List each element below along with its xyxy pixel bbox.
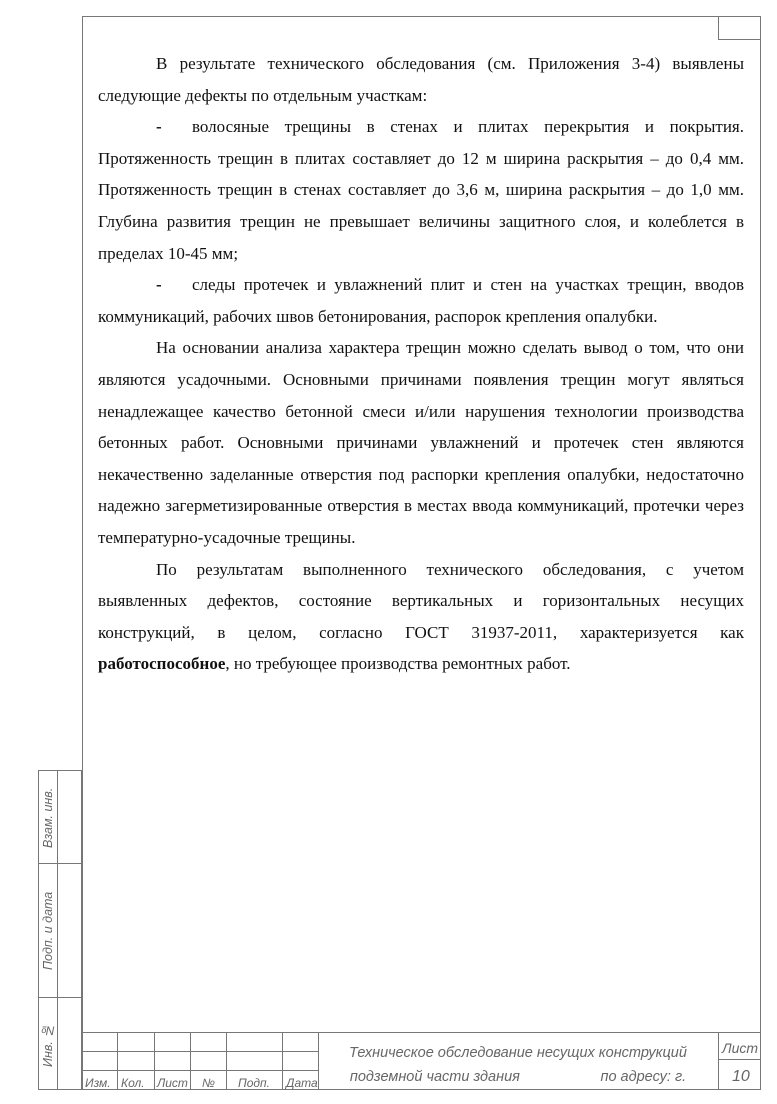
side-label-vzam-inv: Взам. инв. [41,787,55,849]
col-podp: Подп. [238,1076,270,1090]
bullet-dash: - [156,275,162,295]
title-block [82,1032,761,1090]
side-label-podp-data: Подп. и дата [41,891,55,971]
side-row-divider [39,997,81,998]
col-num: № [202,1076,215,1090]
side-divider [57,771,58,1089]
col-kol: Кол. [121,1076,145,1090]
sheet-label: Лист [722,1040,759,1056]
col-izm: Изм. [85,1076,111,1090]
stamp-row-divider [82,1070,318,1071]
conclusion-start: По результатам выполненного технического обследования, с учетом выявленных дефектов, состояние вертикальных и горизонтальных несущих конструкций, в целом, согласно ГОСТ 31937-2011, характеризуется как [98,559,744,642]
side-label-inv-no: Инв. № [41,1023,55,1067]
stamp-col-divider [282,1033,283,1090]
stamp-col-divider [718,1033,719,1090]
paragraph-intro: В результате технического обследования (см. Приложения 3-4) выявлены следующие дефекты по отдельным участкам: [98,54,744,105]
stamp-col-divider [226,1033,227,1090]
corner-box [718,16,761,40]
paragraph-analysis: На основании анализа характера трещин можно сделать вывод о том, что они являются усадочными. Основными причинами появления трещин могут являться ненадлежащее качество бетонной смеси и/или нарушения технологии производства бетонных работ. Основными причинами увлажнений и протечек стен являются некачественно заделанные отверстия под распорки крепления опалубки, недостаточно надежно загерметизированные отверстия в местах ввода коммуникаций, протечки через температурно-усадочные трещины. [98,338,744,547]
bullet-cracks [98,111,744,269]
bullet-leaks-text: следы протечек и увлажнений плит и стен на участках трещин, вводов коммуникаций, рабочих швов бетонирования, распорок крепления опалубки. [98,275,744,326]
title-line-1: Техническое обследование несущих конструкций [349,1045,687,1061]
title-line-2: подземной части здания по адресу: г. [349,1069,687,1085]
stamp-col-divider [117,1033,118,1090]
sheet-number: 10 [732,1068,750,1085]
bullet-leaks [98,269,744,332]
side-row-divider [39,863,81,864]
stamp-col-divider [154,1033,155,1090]
document-body [98,48,744,680]
stamp-col-divider [190,1033,191,1090]
paragraph-conclusion [98,554,744,680]
stamp-col-divider [318,1033,319,1090]
bullet-dash: - [156,117,162,137]
col-data: Дата [286,1076,318,1090]
stamp-row-divider [718,1059,761,1060]
side-stamp [38,770,82,1090]
conclusion-bold: работоспособное [98,654,226,674]
conclusion-end: , но требующее производства ремонтных работ. [225,654,571,674]
document-title [320,1041,716,1089]
bullet-cracks-text: волосяные трещины в стенах и плитах перекрытия и покрытия. Протяженность трещин в плитах составляет до 12 м ширина раскрытия – до 0,4 мм. Протяженность трещин в стенах составляет до 3,6 м, ширина раскрытия – до 1,0 мм. Глубина развития трещин не превышает величины защитного слоя, и колеблется в пределах 10-45 мм; [98,117,744,263]
stamp-row-divider [82,1051,318,1052]
col-list: Лист [157,1076,188,1090]
